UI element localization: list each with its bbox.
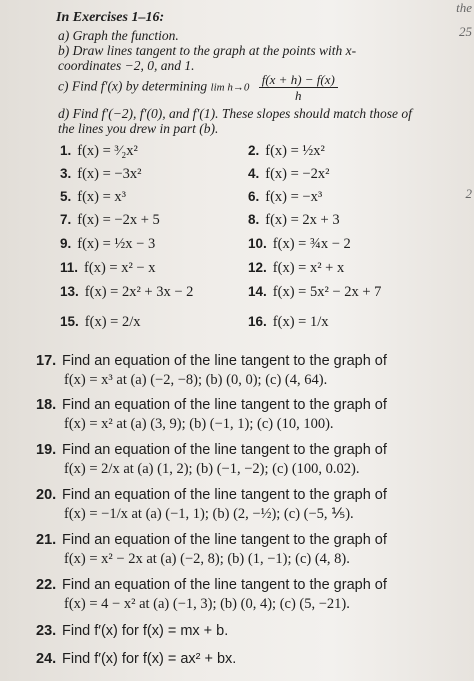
problem-number: 19. [36,442,57,458]
exercise-item [60,189,126,206]
exercise-number: 14. [248,284,267,299]
exercise-item [60,260,155,277]
exercise-function: f(x) = ½x − 3 [77,236,156,252]
exercise-item [248,236,351,253]
exercise-function: f(x) = ³⁄₂x² [77,143,138,159]
problem-item [36,576,456,614]
problem-item [36,531,456,569]
instruction-b: b) Draw lines tangent to the graph at the points with x-coordinates −2, 0, and 1. [58,43,357,73]
exercise-number: 11. [60,260,79,275]
exercise-item [60,236,155,253]
problem-line [36,650,456,669]
exercise-item [248,260,344,277]
exercise-number: 2. [248,143,260,158]
adjacent-page-text: 25 [459,24,472,39]
instruction-a: a) Graph the function. [58,28,179,43]
problem-text-continued: f(x) = 4 − x² at (a) (−1, 3); (b) (0, 4); (c) (5, −21). [64,596,350,612]
problem-text: Find an equation of the line tangent to the graph of [62,442,387,458]
problem-text: Find an equation of the line tangent to the graph of [62,397,387,413]
difference-quotient-numerator: f(x + h) − f(x) [259,72,338,88]
exercise-item [248,212,340,229]
problem-number: 18. [36,397,57,413]
problem-line [36,622,456,641]
exercise-function: f(x) = −2x² [265,166,330,182]
problem-text-continued: f(x) = x³ at (a) (−2, −8); (b) (0, 0); (c) (4, 64). [64,372,328,388]
problem-number: 22. [36,577,57,593]
exercise-item [60,212,160,229]
exercise-function: f(x) = −3x² [77,166,142,182]
problem-text: Find an equation of the line tangent to the graph of [62,532,387,548]
problem-number: 17. [36,353,57,369]
exercise-function: f(x) = 1/x [272,314,329,330]
adjacent-page-text: 2 [465,186,472,201]
exercise-number: 15. [60,314,79,329]
exercise-function: f(x) = −2x + 5 [77,212,160,228]
problem-line [36,441,456,460]
exercise-number: 7. [60,212,72,227]
problem-number: 20. [36,487,57,503]
problem-text: Find f′(x) for f(x) = ax² + bx. [62,651,237,667]
exercise-header: In Exercises 1–16: [56,10,165,25]
instruction-c-text: c) Find f′(x) by determining [58,78,208,94]
exercise-function: f(x) = 2x² + 3x − 2 [84,284,194,300]
problem-text-continued: f(x) = x² − 2x at (a) (−2, 8); (b) (1, −1); (c) (4, 8). [64,551,350,567]
problem-item [36,396,456,434]
exercise-number: 10. [248,236,267,251]
exercise-number: 1. [60,143,72,158]
exercise-function: f(x) = ¾x − 2 [272,236,351,252]
problem-text-continued: f(x) = x² at (a) (3, 9); (b) (−1, 1); (c) (10, 100). [64,416,334,432]
exercise-function: f(x) = −x³ [265,189,323,205]
problem-text: Find an equation of the line tangent to the graph of [62,577,387,593]
instruction-c [58,72,418,103]
problem-text: Find f′(x) for f(x) = mx + b. [62,623,229,639]
adjacent-page-text: the [456,0,472,15]
problem-line [36,576,456,595]
difference-quotient [259,72,338,103]
limit-notation: lim h→0 [210,81,250,94]
exercise-number: 12. [248,260,267,275]
problem-line [36,396,456,415]
exercise-number: 6. [248,189,260,204]
problem-item [36,486,456,524]
exercise-number: 8. [248,212,260,227]
exercise-function: f(x) = ½x² [265,143,325,159]
exercise-number: 4. [248,166,260,181]
problem-line [36,486,456,505]
exercise-number: 13. [60,284,79,299]
problem-text: Find an equation of the line tangent to the graph of [62,353,387,369]
exercise-item [248,314,328,331]
exercise-function: f(x) = 2/x [84,314,141,330]
problem-number: 24. [36,651,57,667]
exercise-item [60,166,141,183]
exercise-function: f(x) = x³ [77,189,127,205]
problem-text-continued: f(x) = −1/x at (a) (−1, 1); (b) (2, −½); (c) (−5, ⅕). [64,506,354,522]
problem-text-continued: f(x) = 2/x at (a) (1, 2); (b) (−1, −2); (c) (100, 0.02). [64,461,360,477]
problem-item [36,622,456,641]
problem-line [36,531,456,550]
exercise-item [248,189,322,206]
exercise-item [248,284,381,301]
exercise-item [60,284,193,301]
exercise-number: 5. [60,189,72,204]
problem-text: Find an equation of the line tangent to the graph of [62,487,387,503]
exercise-number: 16. [248,314,267,329]
exercise-item [248,143,325,160]
problem-item [36,352,456,390]
exercise-item [248,166,329,183]
problem-number: 23. [36,623,57,639]
exercise-number: 3. [60,166,72,181]
difference-quotient-denominator: h [295,88,302,103]
exercise-function: f(x) = 2x + 3 [265,212,340,228]
exercise-item [60,143,138,160]
problem-item [36,441,456,479]
problem-item [36,650,456,669]
exercise-function: f(x) = 5x² − 2x + 7 [272,284,382,300]
problem-number: 21. [36,532,57,548]
exercise-function: f(x) = x² + x [272,260,345,276]
exercise-number: 9. [60,236,72,251]
problem-line [36,352,456,371]
exercise-item [60,314,140,331]
exercise-function: f(x) = x² − x [84,260,156,276]
instruction-d: d) Find f′(−2), f′(0), and f′(1). These slopes should match those of the lines you drew in part (b). [58,106,412,136]
